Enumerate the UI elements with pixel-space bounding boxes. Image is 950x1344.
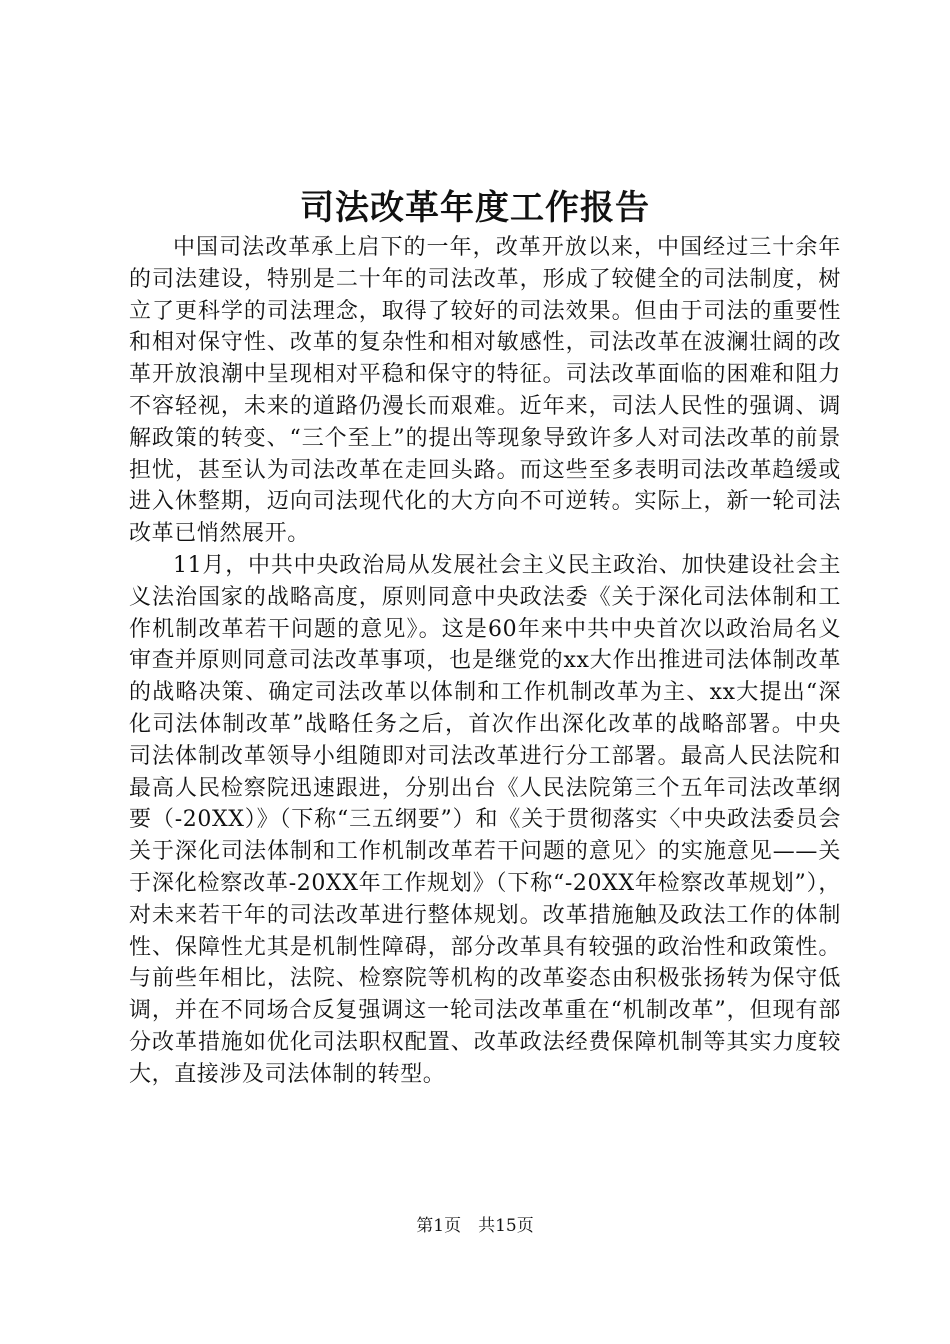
page-footer <box>0 1214 950 1238</box>
page-number: 第1页 <box>416 1216 462 1236</box>
document-body <box>129 232 841 1091</box>
document-title: 司法改革年度工作报告 <box>300 188 650 228</box>
paragraph-1: 中国司法改革承上启下的一年，改革开放以来，中国经过三十余年的司法建设，特别是二十年的司法改革，形成了较健全的司法制度，树立了更科学的司法理念，取得了较好的司法效果。但由于司法的重要性和相对保守性、改革的复杂性和相对敏感性，司法改革在波澜壮阔的改革开放浪潮中呈现相对平稳和保守的特征。司法改革面临的困难和阻力不容轻视，未来的道路仍漫长而艰难。近年来，司法人民性的强调、调解政策的转变、“三个至上”的提出等现象导致许多人对司法改革的前景担忧，甚至认为司法改革在走回头路。而这些至多表明司法改革趋缓或进入休整期，迈向司法现代化的大方向不可逆转。实际上，新一轮司法改革已悄然展开。 <box>129 235 841 547</box>
paragraph-2: 11月，中共中央政治局从发展社会主义民主政治、加快建设社会主义法治国家的战略高度，原则同意中央政法委《关于深化司法体制和工作机制改革若干问题的意见》。这是60年来中共中央首次以政治局名义审查并原则同意司法改革事项，也是继党的xx大作出推进司法体制改革的战略决策、确定司法改革以体制和工作机制改革为主、xx大提出“深化司法体制改革”战略任务之后，首次作出深化改革的战略部署。中央司法体制改革领导小组随即对司法改革进行分工部署。最高人民法院和最高人民检察院迅速跟进，分别出台《人民法院第三个五年司法改革纲要（-20XX）》（下称“三五纲要”）和《关于贯彻落实〈中央政法委员会关于深化司法体制和工作机制改革若干问题的意见〉的实施意见——关于深化检察改革-20XX年工作规划》（下称“-20XX年检察改革规划”），对未来若干年的司法改革进行整体规划。改革措施触及政法工作的体制性、保障性尤其是机制性障碍，部分改革具有较强的政治性和政策性。与前些年相比，法院、检察院等机构的改革姿态由积极张扬转为保守低调，并在不同场合反复强调这一轮司法改革重在“机制改革”，但现有部分改革措施如优化司法职权配置、改革政法经费保障机制等其实力度较大，直接涉及司法体制的转型。 <box>129 552 841 1087</box>
page-total: 共15页 <box>478 1216 534 1236</box>
